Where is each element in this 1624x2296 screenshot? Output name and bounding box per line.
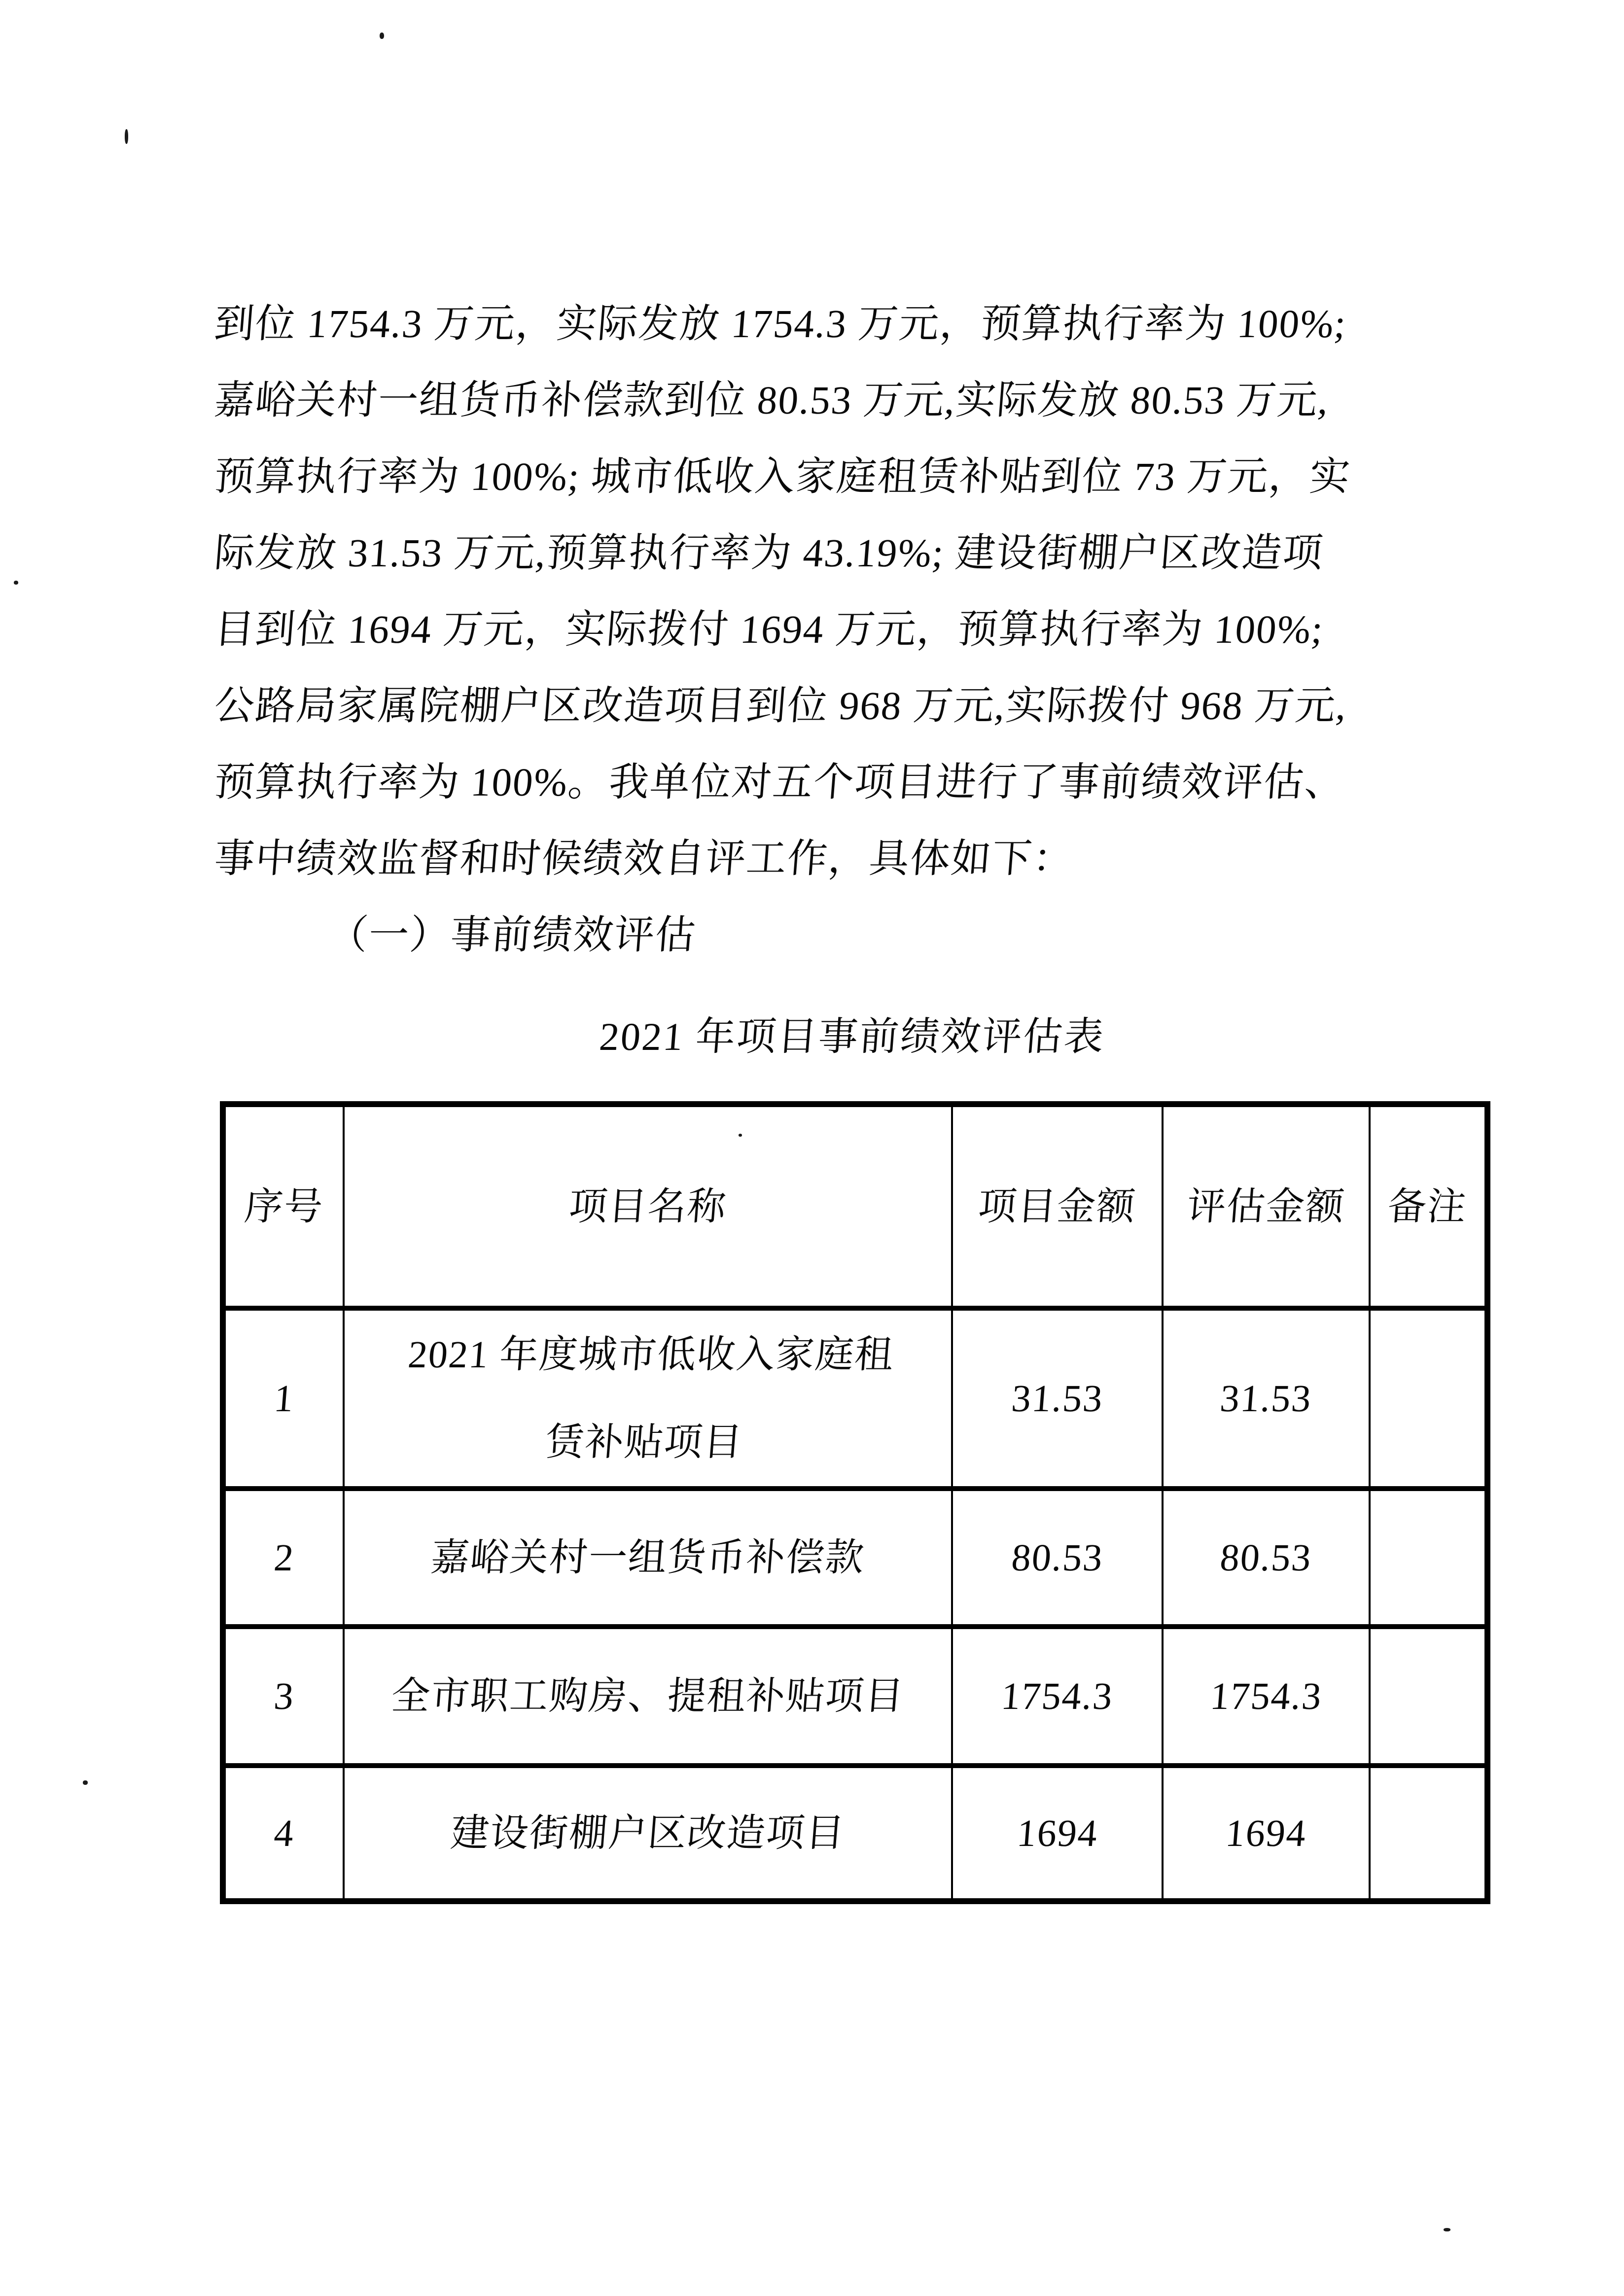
header-label: 项目名称 (567, 1184, 729, 1228)
seq-value: 1 (272, 1377, 296, 1420)
evaluated-amount-value: 80.53 (1218, 1536, 1314, 1579)
seq-value: 3 (272, 1674, 296, 1717)
paragraph-line-text: 公路局家属院棚户区改造项目到位 968 万元,实际拨付 968 万元, (212, 684, 1349, 728)
table-row (223, 1308, 1487, 1489)
paragraph-line-text: 事中绩效监督和时候绩效自评工作，具体如下： (212, 836, 1076, 881)
table-title (220, 1011, 1484, 1063)
table-title-text: 2021 年项目事前绩效评估表 (598, 1015, 1107, 1059)
cell-seq (223, 1627, 344, 1766)
project-name-value: 嘉峪关村一组货币补偿款 (429, 1536, 867, 1579)
evaluation-table (220, 1101, 1490, 1904)
body-paragraph (214, 286, 1447, 974)
header-cell-note (1370, 1104, 1487, 1308)
paragraph-line (214, 362, 1447, 439)
header-cell-project-name (344, 1104, 952, 1308)
paragraph-line (214, 515, 1447, 591)
table-row (223, 1627, 1487, 1766)
paragraph-line-text: 预算执行率为 100%; 城市低收入家庭租赁补贴到位 73 万元，实 (212, 454, 1353, 499)
project-amount-value: 80.53 (1010, 1536, 1105, 1579)
project-name-value: 2021 年度城市低收入家庭租 赁补贴项目 (406, 1333, 896, 1463)
scan-speck (14, 581, 18, 585)
header-cell-seq (223, 1104, 344, 1308)
scan-speck (83, 1780, 88, 1785)
project-name-value: 建设街棚户区改造项目 (449, 1811, 847, 1854)
paragraph-line (214, 286, 1447, 362)
table-row (223, 1489, 1487, 1627)
cell-project-name (344, 1308, 952, 1489)
cell-evaluated-amount (1163, 1766, 1370, 1901)
table-row (223, 1766, 1487, 1901)
paragraph-line-text: 嘉峪关村一组货币补偿款到位 80.53 万元,实际发放 80.53 万元, (212, 378, 1331, 422)
seq-value: 4 (272, 1811, 296, 1854)
cell-project-amount (952, 1627, 1163, 1766)
paragraph-line (214, 439, 1447, 515)
project-amount-value: 31.53 (1010, 1377, 1105, 1420)
scan-speck (1444, 2228, 1450, 2231)
header-label: 项目金额 (977, 1184, 1138, 1228)
section-heading (214, 897, 1447, 974)
project-amount-value: 1694 (1015, 1811, 1099, 1854)
cell-note (1370, 1766, 1487, 1901)
paragraph-line-text: 预算执行率为 100%。我单位对五个项目进行了事前绩效评估、 (212, 760, 1347, 804)
cell-seq (223, 1489, 344, 1627)
paragraph-line (214, 744, 1447, 821)
cell-evaluated-amount (1163, 1489, 1370, 1627)
cell-note (1370, 1308, 1487, 1489)
cell-project-amount (952, 1308, 1163, 1489)
paragraph-line-text: 到位 1754.3 万元，实际发放 1754.3 万元，预算执行率为 100%; (212, 302, 1348, 346)
evaluated-amount-value: 1754.3 (1208, 1674, 1324, 1717)
header-label: 序号 (243, 1184, 325, 1228)
cell-project-name (344, 1766, 952, 1901)
cell-note (1370, 1489, 1487, 1627)
cell-project-amount (952, 1489, 1163, 1627)
paragraph-line (214, 821, 1447, 897)
scan-speck (125, 129, 128, 144)
evaluated-amount-value: 1694 (1224, 1811, 1308, 1854)
cell-evaluated-amount (1163, 1627, 1370, 1766)
scan-speck (739, 1134, 742, 1137)
cell-seq (223, 1308, 344, 1489)
cell-evaluated-amount (1163, 1308, 1370, 1489)
header-label: 评估金额 (1185, 1184, 1347, 1228)
cell-project-name (344, 1489, 952, 1627)
project-name-value: 全市职工购房、提租补贴项目 (389, 1674, 906, 1717)
paragraph-line (214, 591, 1447, 668)
cell-project-name (344, 1627, 952, 1766)
section-heading-text: （一）事前绩效评估 (326, 913, 698, 957)
seq-value: 2 (272, 1536, 296, 1579)
paragraph-line-text: 目到位 1694 万元，实际拨付 1694 万元，预算执行率为 100%; (212, 607, 1326, 652)
cell-seq (223, 1766, 344, 1901)
scan-speck (380, 33, 384, 39)
project-amount-value: 1754.3 (999, 1674, 1115, 1717)
cell-project-amount (952, 1766, 1163, 1901)
header-label: 备注 (1386, 1184, 1469, 1228)
evaluated-amount-value: 31.53 (1218, 1377, 1314, 1420)
paragraph-line-text: 际发放 31.53 万元,预算执行率为 43.19%; 建设街棚户区改造项 (212, 531, 1326, 575)
paragraph-line (214, 668, 1447, 744)
table-header-row (223, 1104, 1487, 1308)
header-cell-project-amount (952, 1104, 1163, 1308)
cell-note (1370, 1627, 1487, 1766)
header-cell-evaluated-amount (1163, 1104, 1370, 1308)
